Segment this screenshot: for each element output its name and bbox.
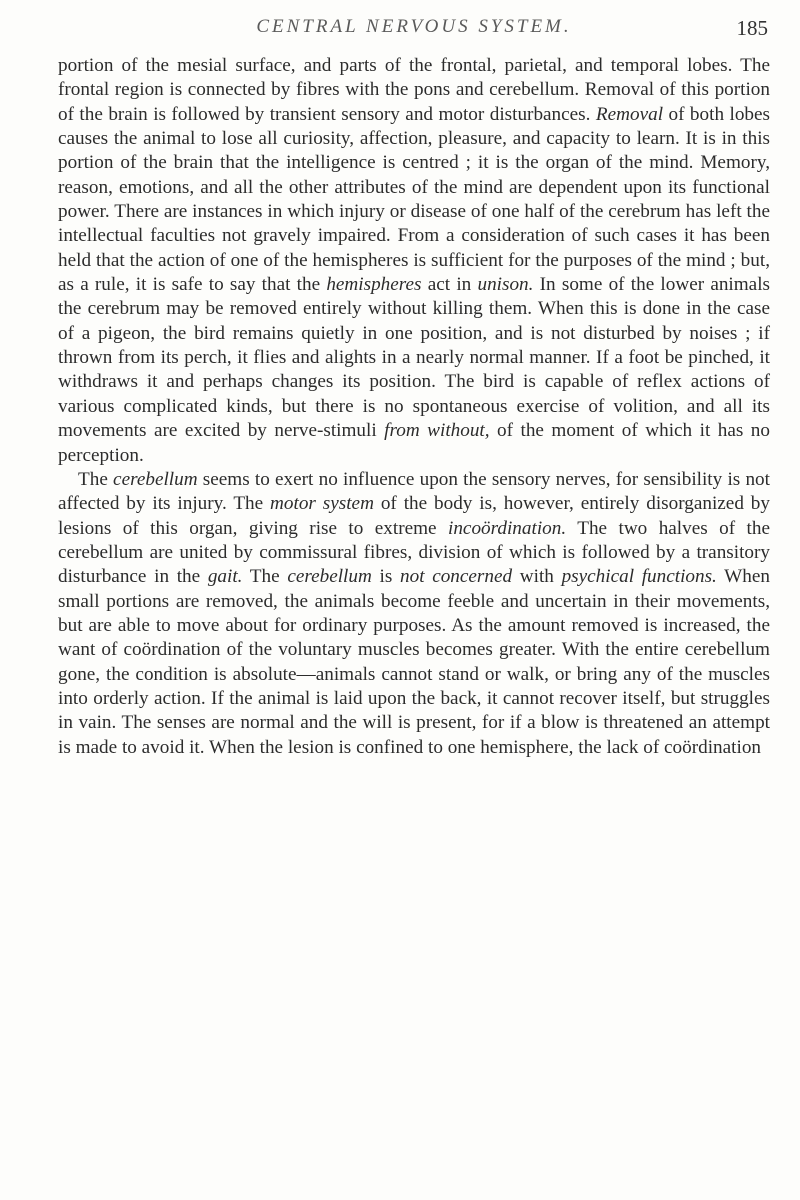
page-number: 185 [736,16,768,40]
italic-run: cerebellum [113,468,198,490]
italic-run: Removal [595,103,664,125]
text-run: is [371,566,400,588]
text-run: of the body is, however, entirely disorganized by lesions of this organ, giving rise to extreme [58,493,770,539]
text-run: with [512,566,562,588]
text-run: portion of the mesial surface, and parts of the frontal, parietal, and temporal lobes. The frontal region is connected by fibres with the pons and cerebellum. Removal of this portion of the brain is followed by transient sensory and motor disturbances. [58,55,770,125]
text-run: of both lobes causes the animal to lose all curiosity, affection, pleasure, and capacity to learn. It is in this portion of the brain that the intelligence is centred ; it is the organ of the mind. Memory, reason, emotions, and all the other attributes of the mind are dependent upon its functional power. There are instances in which injury or disease of one half of the cerebrum has left the intellectual faculties not gravely impaired. From a consideration of such cases it has been held that the action of one of the hemispheres is sufficient for the purposes of the mind ; but, as a rule, it is safe to say that the [58,103,770,296]
italic-run: psychical functions. [561,566,717,588]
text-run: act in [421,274,478,296]
italic-run: gait. [207,566,243,588]
running-header [60,12,768,46]
italic-run: hemispheres [326,274,422,296]
text-run: of the moment of which it has no perception. [58,420,770,466]
text-run: When small portions are removed, the animals become feeble and uncertain in their movements, but are able to move about for ordinary purposes. As the amount removed is increased, the want of coördination of the voluntary muscles becomes greater. With the entire cerebellum gone, the condition is absolute—animals cannot stand or walk, or bring any of the muscles into orderly action. If the animal is laid upon the back, it cannot recover itself, but struggles in vain. The senses are normal and the will is present, for if a blow is threatened an attempt is made to avoid it. When the lesion is confined to one hemisphere, the lack of coördination [58,566,770,758]
text-run: The [242,566,288,588]
italic-run: from without, [384,420,490,442]
italic-run: motor system [270,493,374,515]
paragraph-cerebrum [58,54,770,468]
text-run: The two halves of the cerebellum are united by commissural fibres, division of which is followed by a transitory disturbance in the [58,517,770,588]
text-run: seems to exert no influence upon the sensory nerves, for sensibility is not affected by its injury. The [58,468,770,515]
italic-run: cerebellum [287,566,372,588]
italic-run: incoördination. [448,517,567,539]
running-title: CENTRAL NERVOUS SYSTEM. [256,16,572,37]
text-run: The [78,468,114,490]
text-run: In some of the lower animals the cerebrum may be removed entirely without killing them. When this is done in the case of a pigeon, the bird remains quietly in one position, and is not disturbed by noises ; if thrown from its perch, it flies and alights in a nearly normal manner. If a foot be pinched, it withdraws it and perhaps changes its position. The bird is capable of reflex actions of various complicated kinds, but there is no spontaneous exercise of volition, and all its movements are excited by nerve-stimuli [58,274,770,442]
page-body [58,54,770,760]
paragraph-cerebellum [58,468,770,760]
italic-run: unison. [477,274,534,296]
italic-run: not concerned [400,566,513,588]
